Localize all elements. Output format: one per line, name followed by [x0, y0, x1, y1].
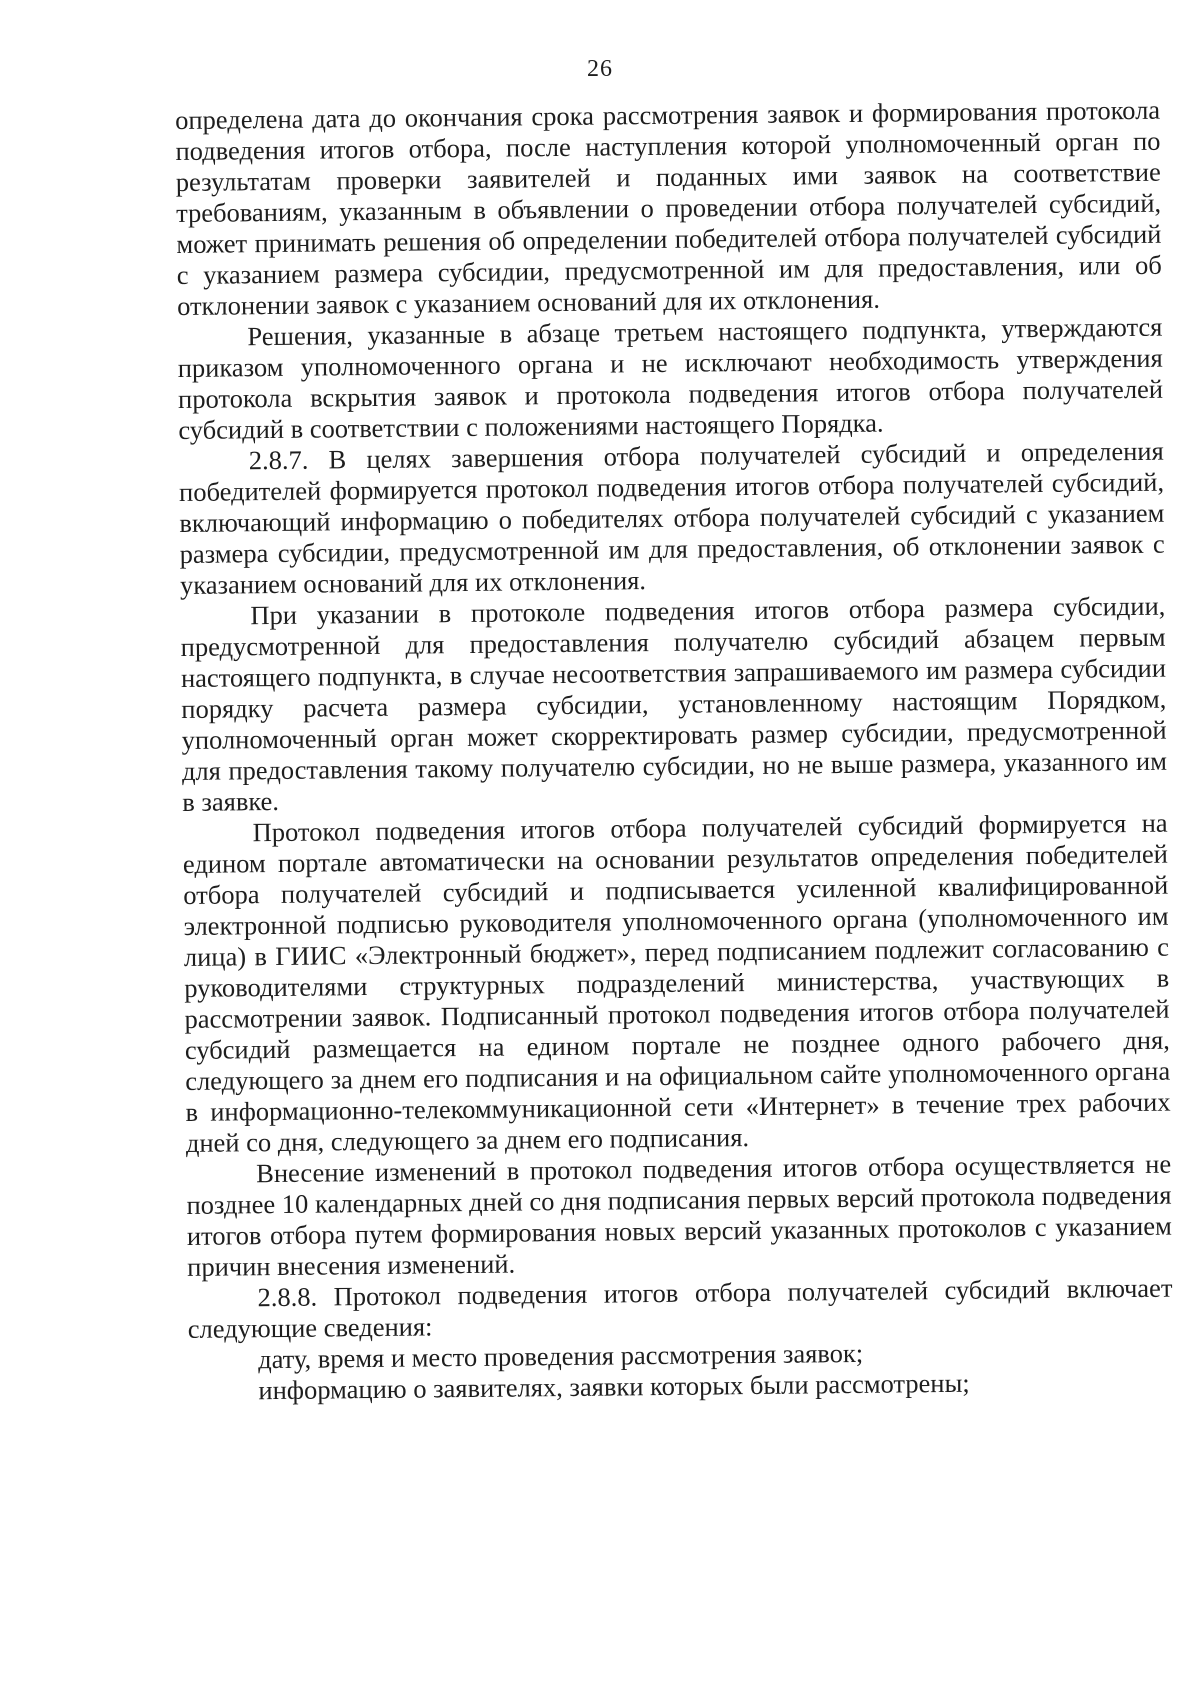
paragraph-decisions: Решения, указанные в абзаце третьем настоящего подпункта, утверждаются приказом уполномоченного органа и не исключают необходимость утверждения протокола вскрытия заявок и протокола подведения итогов отбора получателей субсидий в соответствии с положениями настоящего Порядка. [177, 311, 1164, 445]
paragraph-continuation: определена дата до окончания срока рассмотрения заявок и формирования протокола подведения итогов отбора, после наступления которой уполномоченный орган по результатам проверки заявителей и поданных ими заявок на соответствие требованиям, указанным в объявлении о проведении отбора получателей субсидий, может принимать решения об определении победителей отбора получателей субсидий с указанием размера субсидии, предусмотренной им для предоставления, или об отклонении заявок с указанием оснований для их отклонения. [175, 94, 1162, 321]
paragraph-2-8-7: 2.8.7. В целях завершения отбора получателей субсидий и определения победителей формируется протокол подведения итогов отбора получателей субсидий, включающий информацию о победителях отбора получателей субсидий с указанием размера субсидии, предусмотренной им для предоставления, об отклонении заявок с указанием оснований для их отклонения. [178, 435, 1165, 600]
list-item-date-time-place: дату, время и место проведения рассмотрения заявок; [257, 1337, 864, 1375]
page-number: 26 [587, 56, 613, 82]
document-body [175, 95, 1174, 1407]
list-item-applicants-info: информацию о заявителях, заявки которых были рассмотрены; [258, 1367, 970, 1406]
paragraph-2-8-8: 2.8.8. Протокол подведения итогов отбора получателей субсидий включает следующие сведения: [187, 1272, 1173, 1344]
paragraph-subsidy-size: При указании в протоколе подведения итогов отбора размера субсидии, предусмотренной для предоставления получателю субсидий абзацем первым настоящего подпункта, в случае несоответствия запрашиваемого им размера субсидии порядку расчета размера субсидии, установленному настоящим Порядком, уполномоченный орган может скорректировать размер субсидии, предусмотренной для предоставления такому получателю субсидии, но не выше размера, указанного им в заявке. [180, 590, 1168, 817]
paragraph-protocol-changes: Внесение изменений в протокол подведения итогов отбора осуществляется не позднее 10 календарных дней со дня подписания первых версий протокола подведения итогов отбора путем формирования новых версий указанных протоколов с указанием причин внесения изменений. [186, 1148, 1172, 1282]
paragraph-protocol-formation: Протокол подведения итогов отбора получателей субсидий формируется на едином портале автоматически на основании результатов определения победителей отбора получателей субсидий и подписывается усиленной квалифицированной электронной подписью руководителя уполномоченного органа (уполномоченного им лица) в ГИИС «Электронный бюджет», перед подписанием подлежит согласованию с руководителями структурных подразделений министерства, участвующих в рассмотрении заявок. Подписанный протокол подведения итогов отбора получателей субсидий размещается на едином портале не позднее одного рабочего дня, следующего за днем его подписания и на официальном сайте уполномоченного органа в информационно-телекоммуникационной сети «Интернет» в течение трех рабочих дней со дня, следующего за днем его подписания. [182, 807, 1171, 1158]
